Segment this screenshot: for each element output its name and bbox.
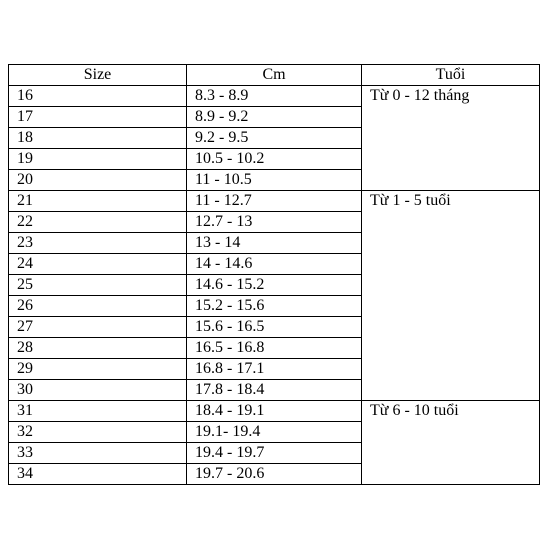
header-row [9, 65, 540, 86]
cell-cm: 8.3 - 8.9 [187, 86, 362, 107]
table-body [9, 86, 540, 485]
cell-size: 17 [9, 107, 187, 128]
cell-size: 24 [9, 254, 187, 275]
cell-size: 26 [9, 296, 187, 317]
cell-size: 32 [9, 422, 187, 443]
header-cm: Cm [187, 65, 362, 86]
cell-size: 27 [9, 317, 187, 338]
cell-cm: 15.6 - 16.5 [187, 317, 362, 338]
cell-cm: 16.5 - 16.8 [187, 338, 362, 359]
cell-cm: 9.2 - 9.5 [187, 128, 362, 149]
cell-size: 34 [9, 464, 187, 485]
cell-size: 31 [9, 401, 187, 422]
cell-cm: 14.6 - 15.2 [187, 275, 362, 296]
cell-cm: 16.8 - 17.1 [187, 359, 362, 380]
cell-size: 19 [9, 149, 187, 170]
cell-cm: 11 - 12.7 [187, 191, 362, 212]
cell-cm: 17.8 - 18.4 [187, 380, 362, 401]
cell-cm: 12.7 - 13 [187, 212, 362, 233]
cell-cm: 15.2 - 15.6 [187, 296, 362, 317]
cell-age-group: Từ 1 - 5 tuổi [362, 191, 540, 401]
cell-size: 16 [9, 86, 187, 107]
table-row [9, 401, 540, 422]
cell-cm: 19.1- 19.4 [187, 422, 362, 443]
cell-size: 18 [9, 128, 187, 149]
cell-cm: 13 - 14 [187, 233, 362, 254]
cell-size: 30 [9, 380, 187, 401]
cell-size: 23 [9, 233, 187, 254]
cell-age-group: Từ 0 - 12 tháng [362, 86, 540, 191]
cell-age-group: Từ 6 - 10 tuổi [362, 401, 540, 485]
cell-cm: 8.9 - 9.2 [187, 107, 362, 128]
table-header [9, 65, 540, 86]
cell-size: 33 [9, 443, 187, 464]
header-size: Size [9, 65, 187, 86]
table-row [9, 191, 540, 212]
cell-cm: 19.4 - 19.7 [187, 443, 362, 464]
cell-cm: 10.5 - 10.2 [187, 149, 362, 170]
cell-size: 20 [9, 170, 187, 191]
cell-size: 28 [9, 338, 187, 359]
cell-size: 29 [9, 359, 187, 380]
size-chart-table [8, 64, 540, 485]
header-age: Tuổi [362, 65, 540, 86]
table-row [9, 86, 540, 107]
cell-cm: 18.4 - 19.1 [187, 401, 362, 422]
cell-size: 25 [9, 275, 187, 296]
cell-cm: 14 - 14.6 [187, 254, 362, 275]
cell-cm: 11 - 10.5 [187, 170, 362, 191]
cell-cm: 19.7 - 20.6 [187, 464, 362, 485]
cell-size: 21 [9, 191, 187, 212]
cell-size: 22 [9, 212, 187, 233]
